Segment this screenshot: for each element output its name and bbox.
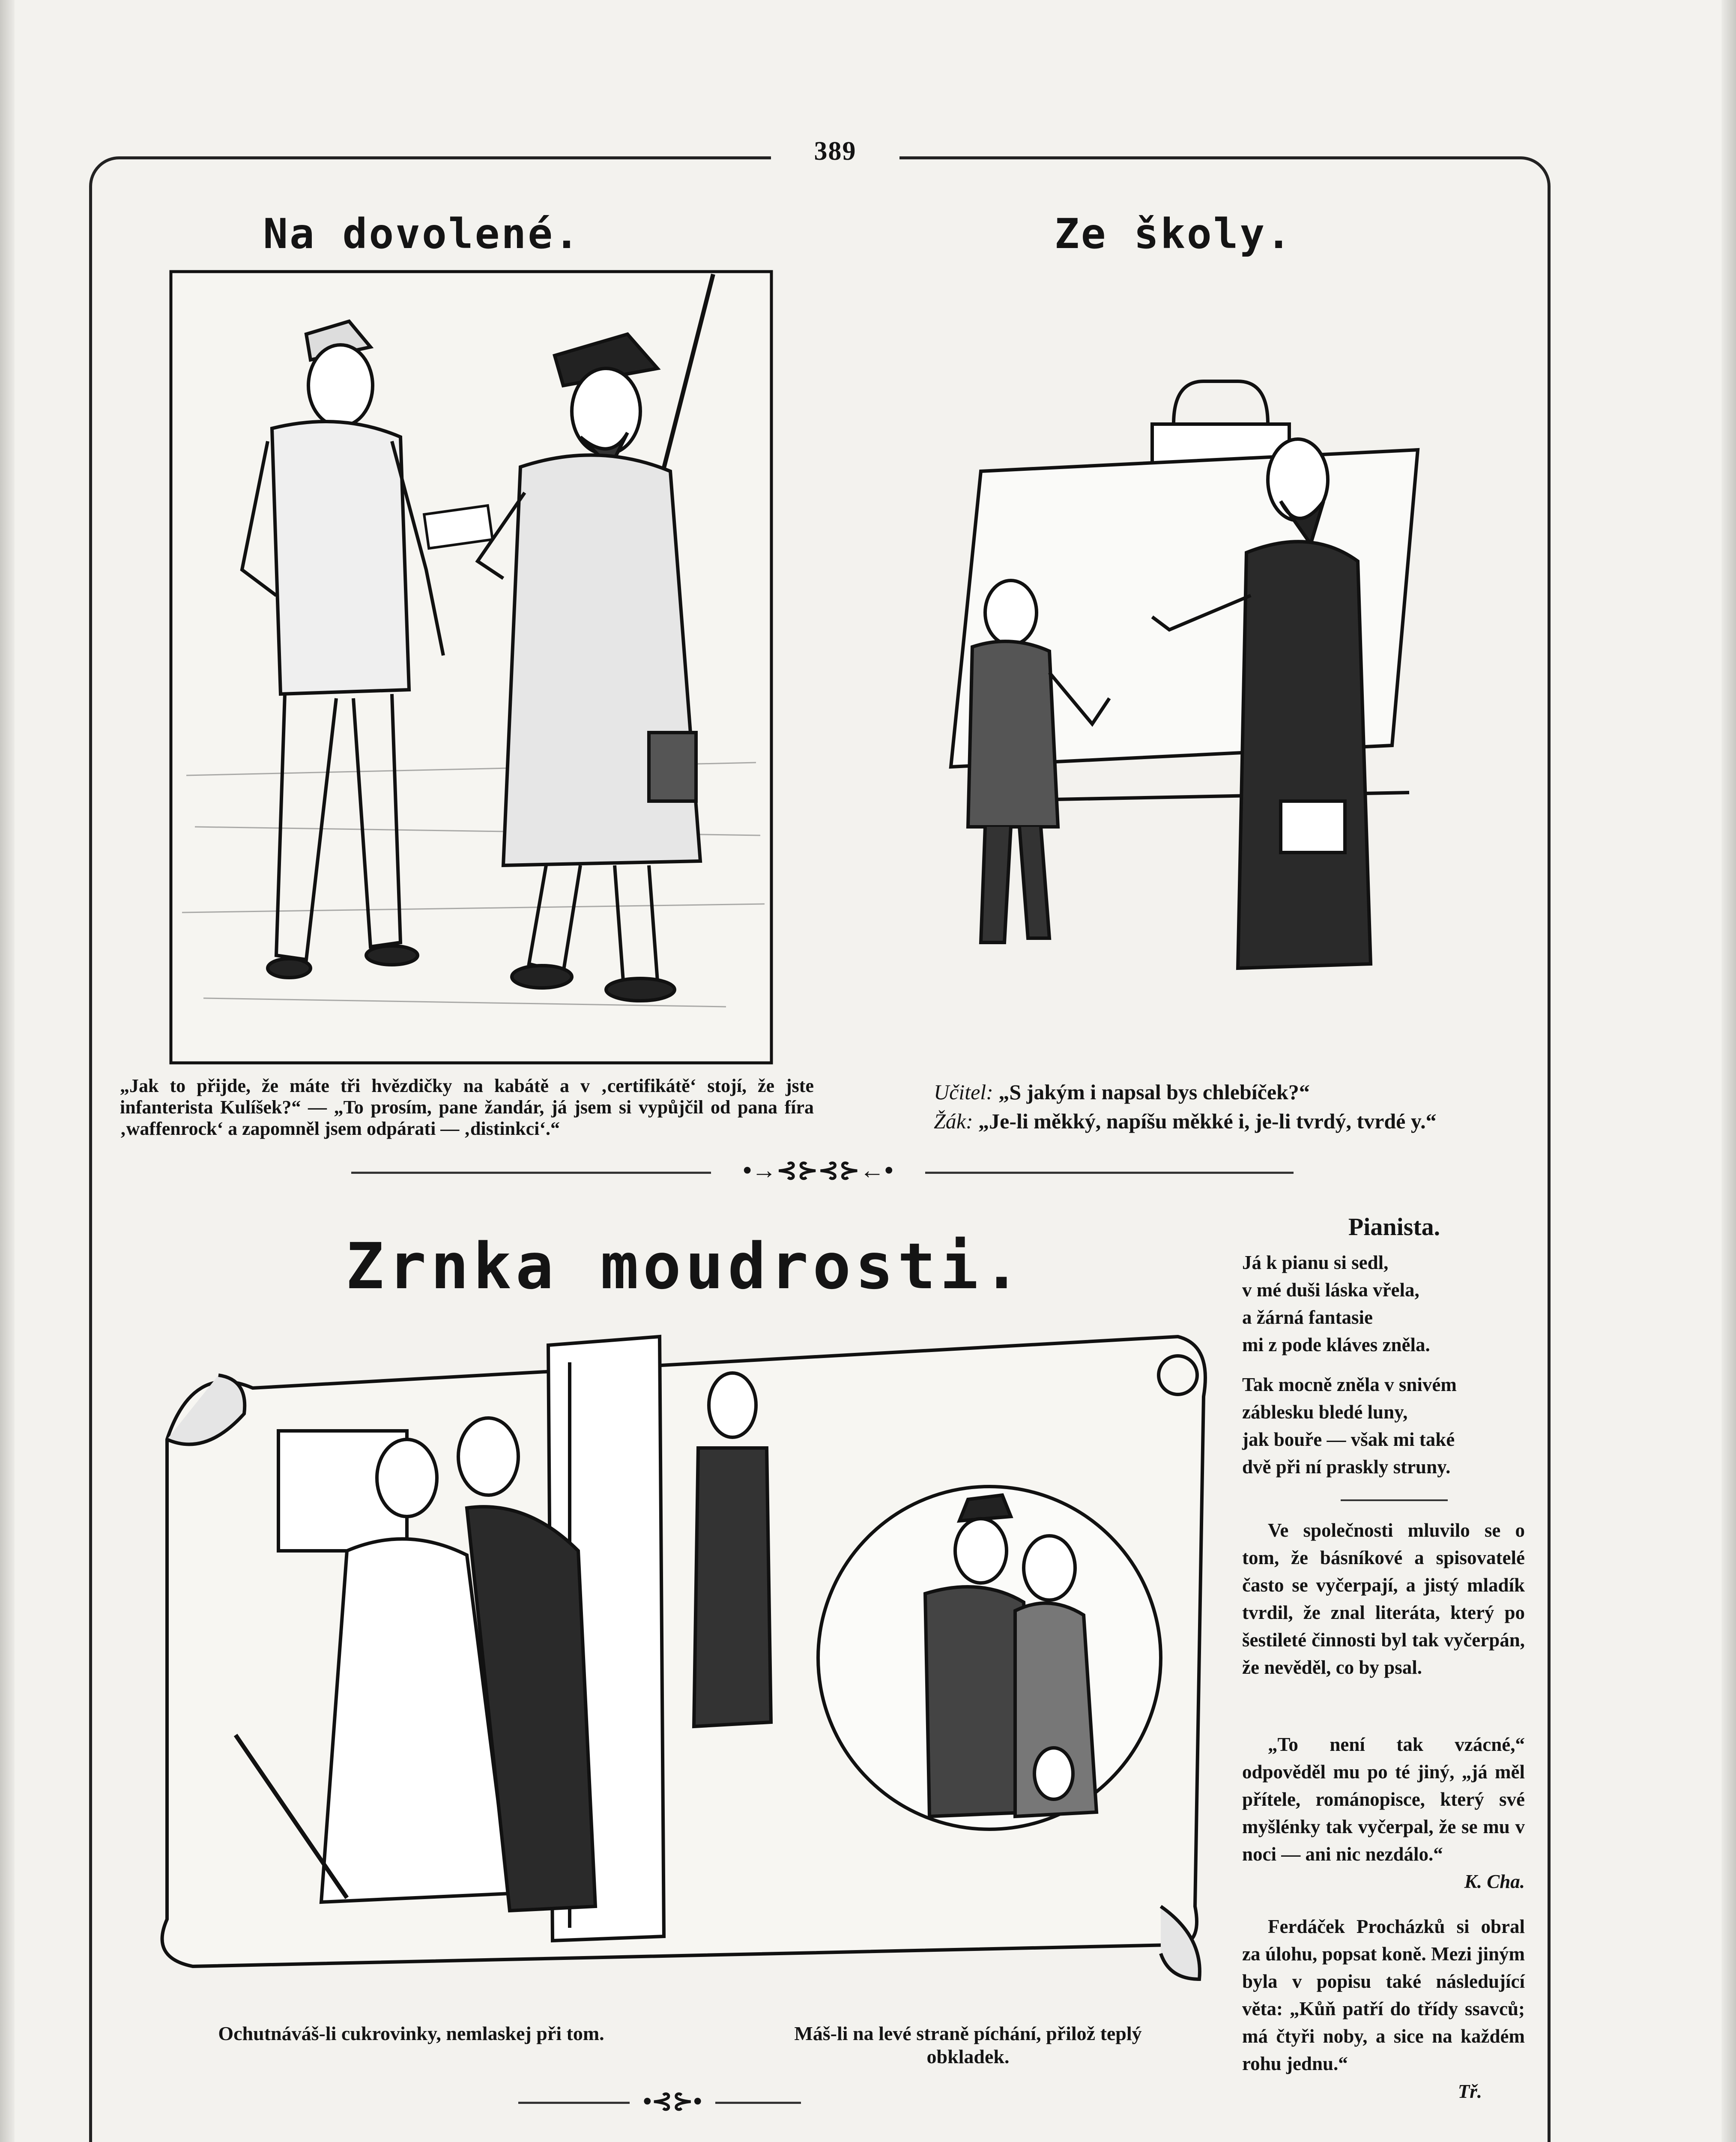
pupil-line: „Je-li měkký, napíšu měkké i, je-li tvrdý, tvrdé y.“ bbox=[978, 1109, 1437, 1133]
anecdote-1-paragraph-2: „To není tak vzácné,“ odpověděl mu po té jiný, „já měl přítele, románopisce, který své myšlénky tak vyčerpal, že se mu v noci — ani nic nezdálo.“ bbox=[1242, 1734, 1525, 1865]
title-ze-skoly: Ze školy. bbox=[1054, 210, 1293, 258]
middle-ornament: •→⊰⊱⊰⊱←• bbox=[711, 1155, 925, 1185]
illustration-teacher-pupil bbox=[912, 373, 1452, 981]
poem-title: Pianista. bbox=[1348, 1213, 1440, 1241]
column-rule bbox=[1341, 1499, 1448, 1501]
bottom-ornament: •⊰⊱• bbox=[630, 2086, 715, 2115]
anecdote-2-signature: Tř. bbox=[1458, 2081, 1482, 2102]
poem-stanza-2: Tak mocně zněla v snivém záblesku bledé luny, jak bouře — však mi také dvě při ní praskly struny. bbox=[1242, 1374, 1457, 1478]
caption-na-dovolene: „Jak to přijde, že máte tři hvězdičky na kabátě a v ‚certifikátě‘ stojí, že jste infanterista Kulíšek?“ — „To prosím, pane žandár, já jsem si vypůjčil od pana fíra ‚waffenrock‘ a zapomněl jsem odpárati — ‚distinkci‘.“ bbox=[120, 1075, 814, 1139]
scan-edge-left bbox=[0, 0, 15, 2142]
poem-stanza-1: Já k pianu si sedl, v mé duši láska vřela, a žárná fantasie mi z pode kláves zněla. bbox=[1242, 1252, 1430, 1355]
caption-ze-skoly bbox=[934, 1077, 1533, 1136]
title-na-dovolene: Na dovolené. bbox=[263, 210, 581, 258]
caption-obkladek: Máš-li na levé straně píchání, přilož teplý obkladek. bbox=[794, 2022, 1142, 2067]
scan-edge-right bbox=[1721, 0, 1736, 2142]
page-number: 389 bbox=[771, 136, 899, 167]
speaker-teacher: Učitel: bbox=[934, 1080, 993, 1104]
anecdote-1-paragraph-1: Ve společnosti mluvilo se o tom, že básníkové a spisovatelé často se vyčerpají, a jistý mladík tvrdil, že znal literáta, který po šestileté činnosti byl tak vyčerpán, že nevěděl, co by psal. bbox=[1242, 1520, 1525, 1678]
illustration-scroll bbox=[141, 1328, 1229, 1996]
illustration-soldier-gendarme bbox=[169, 270, 773, 1065]
teacher-line: „S jakým i napsal bys chlebíček?“ bbox=[998, 1080, 1310, 1104]
anecdote-2-paragraph: Ferdáček Procházků si obral za úlohu, popsat koně. Mezi jiným byla v popisu také následující věta: „Kůň patří do třídy ssavců; má čtyři noby, a sice na každém rohu jednu.“ bbox=[1242, 1916, 1525, 2074]
speaker-pupil: Žák: bbox=[934, 1109, 973, 1133]
title-zrnka-moudrosti: Zrnka moudrosti. bbox=[346, 1230, 1025, 1303]
anecdote-1-signature: K. Cha. bbox=[1464, 1871, 1525, 1892]
caption-cukrovinky: Ochutnáváš-li cukrovinky, nemlaskej při tom. bbox=[218, 2022, 604, 2044]
